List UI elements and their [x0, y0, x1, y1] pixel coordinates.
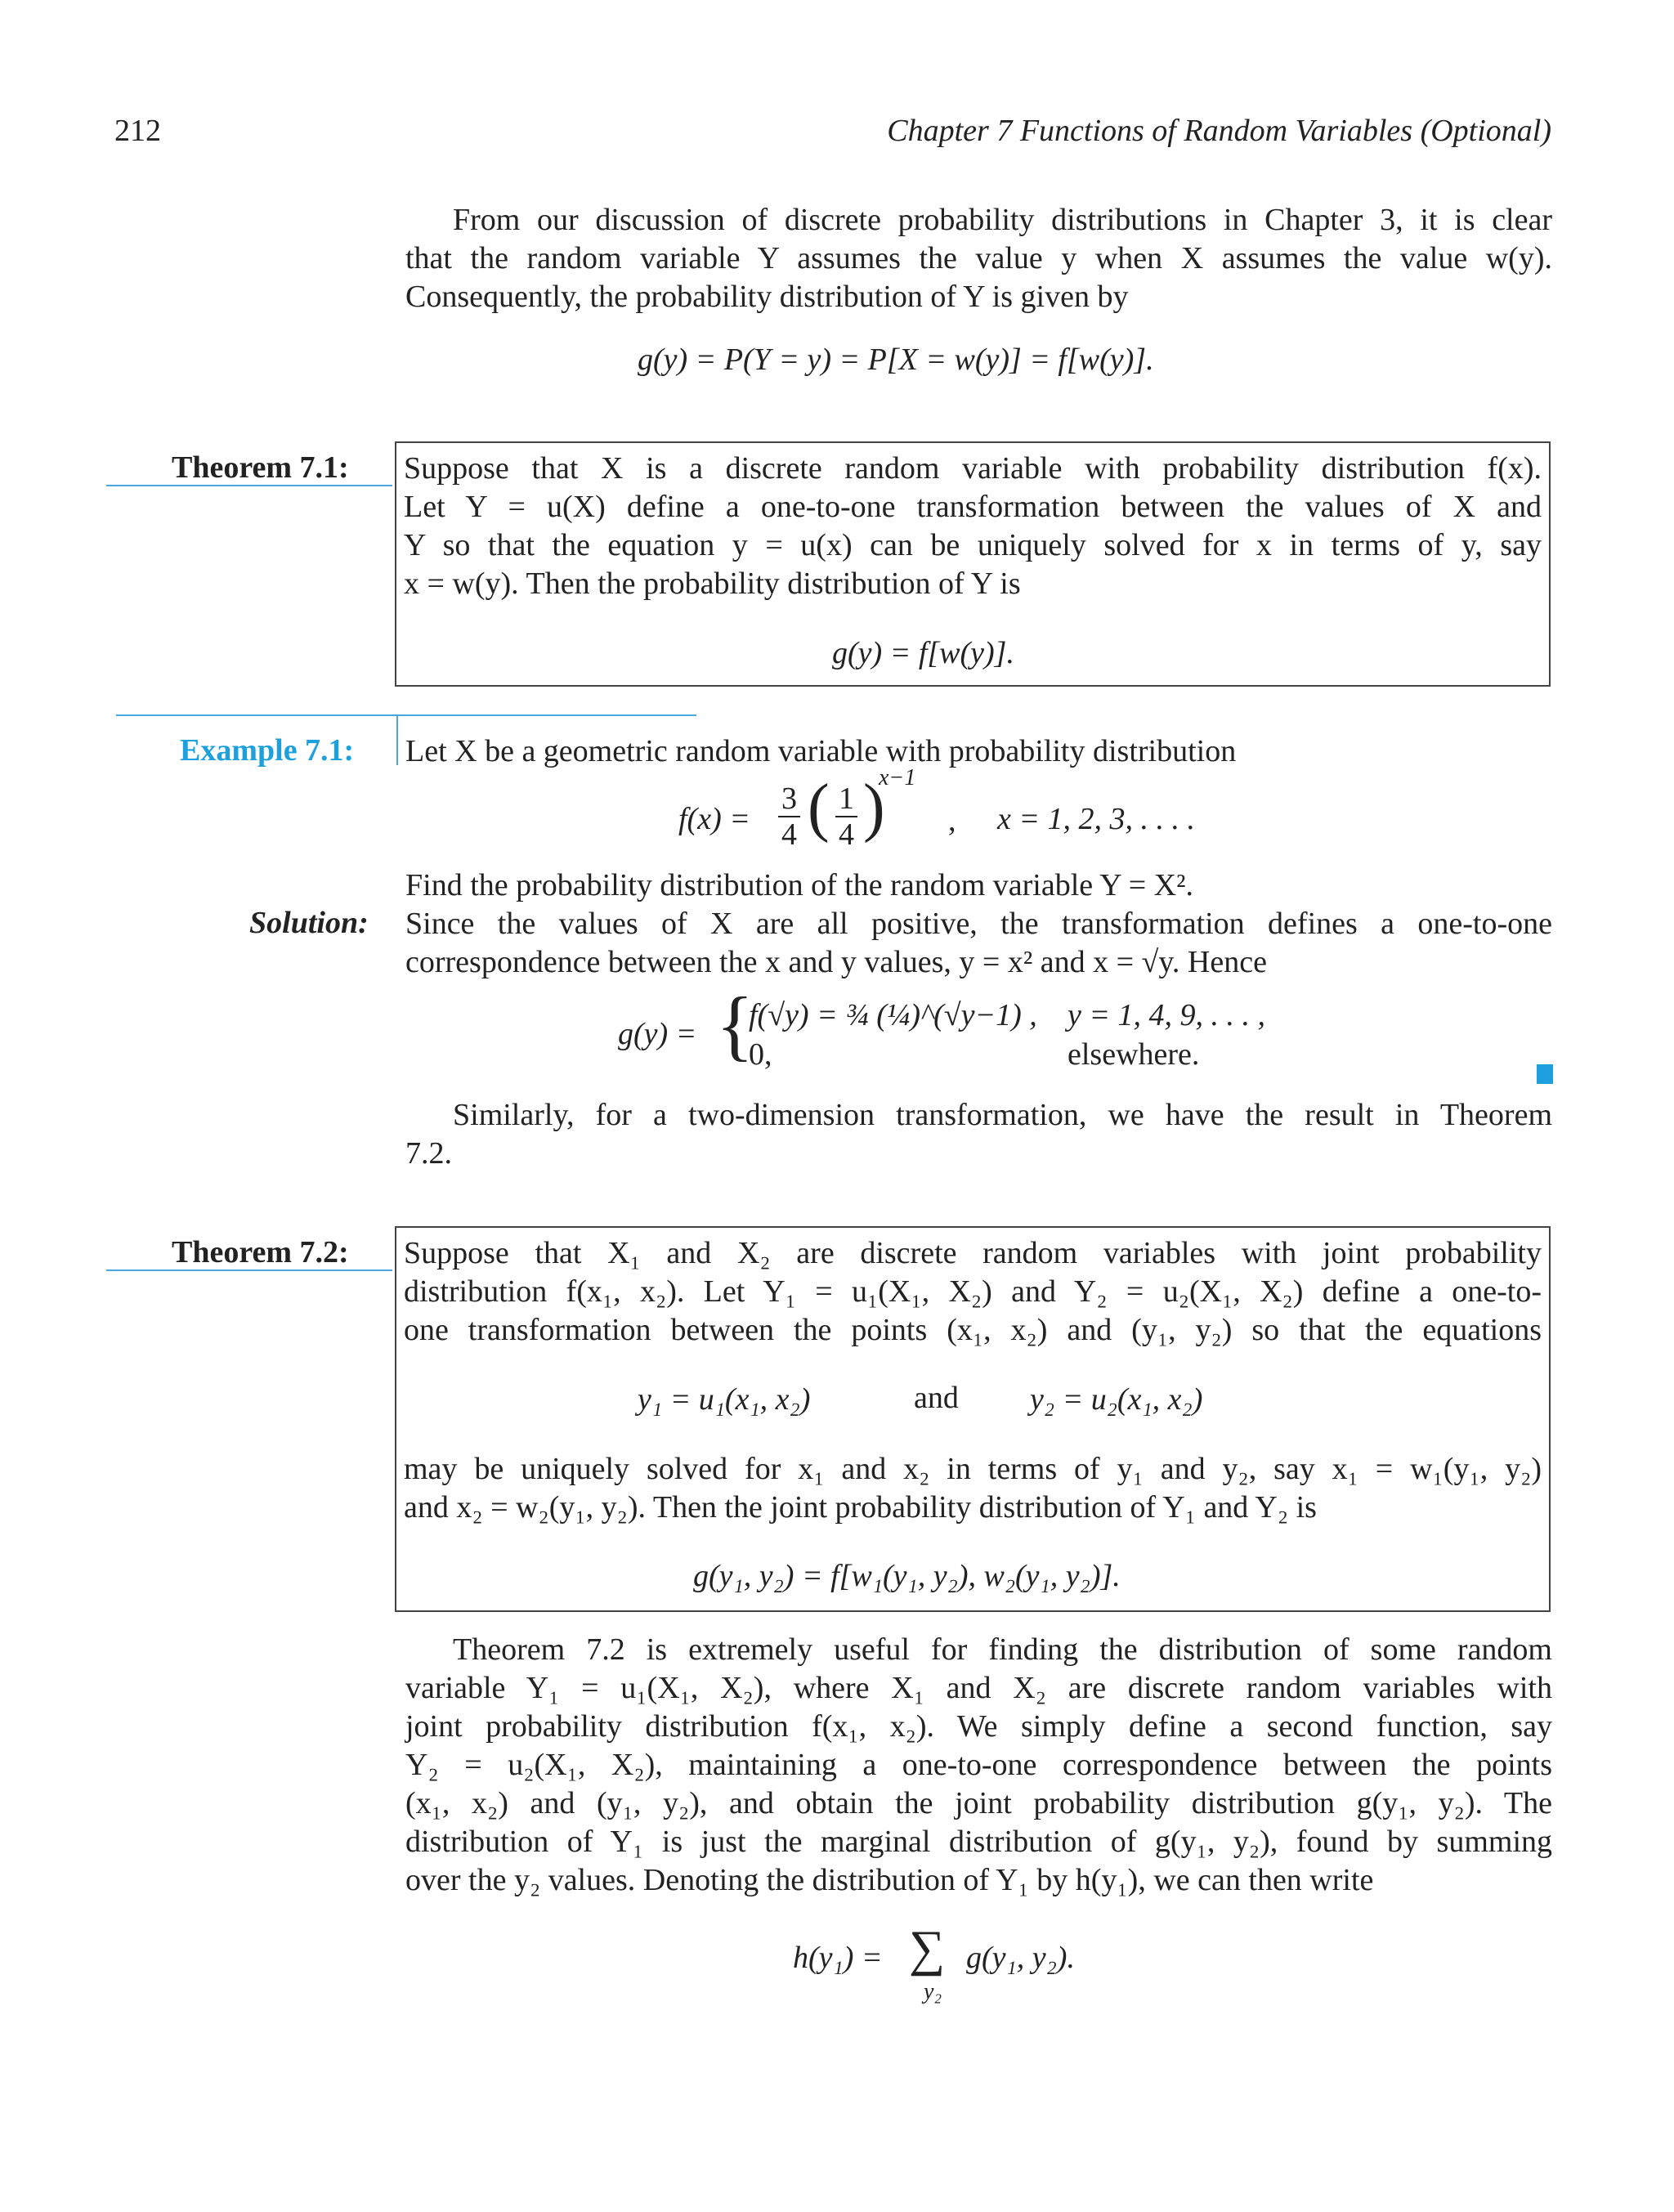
closing-line-5: (x₁, x₂) and (y₁, y₂), and obtain the joint probability distribution g(y₁, y₂). The	[405, 1786, 1552, 1820]
theorem-7-1-equation: g(y) = f[w(y)].	[832, 636, 1014, 670]
example-end-mark	[1537, 1064, 1553, 1084]
theorem-7-2-line-1: Suppose that X₁ and X₂ are discrete random variables with joint probability	[404, 1236, 1542, 1270]
example-7-1-label: Example 7.1:	[180, 733, 355, 768]
closing-line-6: distribution of Y₁ is just the marginal distribution of g(y₁, y₂), found by summing	[405, 1825, 1552, 1859]
pmf-inner-den: 4	[839, 817, 854, 852]
example-7-1-line: Let X be a geometric random variable with probability distribution	[405, 734, 1237, 768]
theorem-7-2-label: Theorem 7.2:	[172, 1235, 349, 1269]
pmf-range: x = 1, 2, 3, . . . .	[997, 802, 1196, 836]
sum-subscript: y₂	[924, 1979, 942, 2004]
case-1-expr: f(√y) = ¾ (¼)^(√y−1) ,	[749, 998, 1037, 1032]
case-2-cond: elsewhere.	[1068, 1037, 1200, 1072]
pmf-exponent: x−1	[879, 765, 916, 790]
sum-equation	[793, 1921, 1202, 2015]
intro-equation: g(y) = P(Y = y) = P[X = w(y)] = f[w(y)].	[638, 343, 1154, 377]
similarly-line-2: 7.2.	[405, 1136, 452, 1171]
case-1-cond: y = 1, 4, 9, . . . ,	[1068, 998, 1266, 1032]
theorem-7-1-line-1: Suppose that X is a discrete random variable with probability distribution f(x).	[404, 451, 1542, 486]
example-find: Find the probability distribution of the random variable Y = X².	[405, 868, 1194, 902]
pmf-num: 3	[778, 781, 800, 817]
example-rule	[116, 714, 696, 716]
intro-line-3: Consequently, the probability distribution of Y is given by	[405, 280, 1129, 314]
case-2-expr: 0,	[749, 1037, 772, 1072]
theorem-7-2-line-5: and x₂ = w₂(y₁, y₂). Then the joint probability distribution of Y₁ and Y₂ is	[404, 1490, 1317, 1525]
sum-rhs: g(y₁, y₂).	[966, 1941, 1075, 1975]
piecewise-lhs: g(y) =	[618, 1017, 697, 1051]
sum-lhs: h(y₁) =	[793, 1941, 883, 1975]
theorem-7-2-line-4: may be uniquely solved for x₁ and x₂ in terms of y₁ and y₂, say x₁ = w₁(y₁, y₂)	[404, 1452, 1542, 1486]
pmf-lhs: f(x) =	[678, 802, 750, 836]
pmf-rparen: )	[863, 772, 885, 844]
theorem-7-1-line-2: Let Y = u(X) define a one-to-one transformation between the values of X and	[404, 490, 1542, 524]
example-vrule	[396, 714, 398, 765]
theorem-7-2-line-2: distribution f(x₁, x₂). Let Y₁ = u₁(X₁, X₂) and Y₂ = u₂(X₁, X₂) define a one-to-	[404, 1274, 1542, 1309]
piecewise-equation	[618, 981, 1354, 1079]
theorem-7-2-equation: g(y₁, y₂) = f[w₁(y₁, y₂), w₂(y₁, y₂)].	[693, 1559, 1121, 1593]
pmf-den: 4	[781, 817, 797, 852]
solution-line-1: Since the values of X are all positive, the transformation defines a one-to-one	[405, 907, 1552, 941]
solution-label: Solution:	[249, 906, 369, 940]
solution-line-2: correspondence between the x and y values, y = x² and x = √y. Hence	[405, 945, 1267, 979]
theorem-7-2-eq-and: and	[914, 1381, 959, 1415]
pmf-inner-num: 1	[835, 781, 857, 817]
page-number: 212	[114, 114, 161, 148]
intro-line-1: From our discussion of discrete probability distributions in Chapter 3, it is clear	[453, 203, 1552, 237]
closing-line-4: Y₂ = u₂(X₁, X₂), maintaining a one-to-one correspondence between the points	[405, 1748, 1552, 1782]
theorem-7-1-label: Theorem 7.1:	[172, 450, 349, 485]
running-title: Chapter 7 Functions of Random Variables (Optional)	[887, 114, 1551, 148]
pmf-frac	[778, 781, 800, 852]
theorem-7-2-line-3: one transformation between the points (x₁, x₂) and (y₁, y₂) so that the equations	[404, 1313, 1542, 1347]
sum-symbol: ∑	[909, 1921, 946, 1977]
closing-line-2: variable Y₁ = u₁(X₁, X₂), where X₁ and X₂ are discrete random variables with	[405, 1671, 1552, 1705]
closing-line-7: over the y₂ values. Denoting the distribution of Y₁ by h(y₁), we can then write	[405, 1863, 1374, 1897]
piecewise-brace: {	[716, 981, 754, 1068]
theorem-7-1-line-4: x = w(y). Then the probability distribution of Y is	[404, 566, 1021, 601]
theorem-7-2-eq-right: y₂ = u₂(x₁, x₂)	[1030, 1382, 1203, 1417]
pmf-lparen: (	[808, 772, 830, 844]
pmf-inner-frac	[835, 781, 857, 852]
similarly-line-1: Similarly, for a two-dimension transformation, we have the result in Theorem	[453, 1098, 1552, 1132]
pmf-comma: ,	[948, 804, 956, 838]
intro-line-2: that the random variable Y assumes the value y when X assumes the value w(y).	[405, 241, 1552, 275]
closing-line-1: Theorem 7.2 is extremely useful for finding the distribution of some random	[453, 1632, 1552, 1667]
theorem-7-1-line-3: Y so that the equation y = u(x) can be uniquely solved for x in terms of y, say	[404, 528, 1542, 562]
closing-line-3: joint probability distribution f(x₁, x₂). We simply define a second function, say	[405, 1709, 1552, 1744]
theorem-7-2-eq-left: y₁ = u₁(x₁, x₂)	[638, 1382, 811, 1417]
